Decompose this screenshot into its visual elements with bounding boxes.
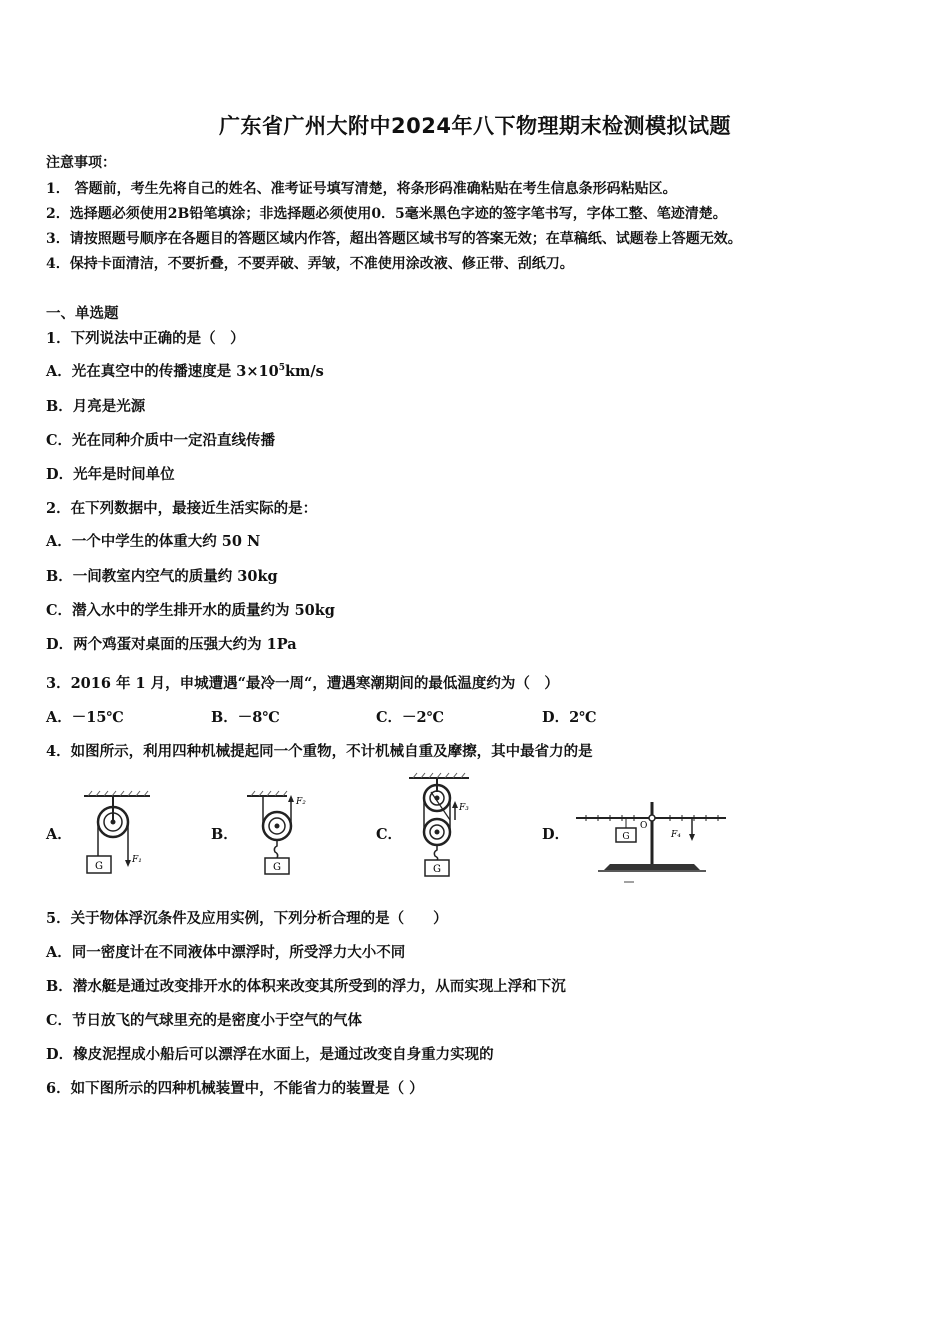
q2-option-a: A．一个中学生的体重大约 50 N [46, 533, 261, 550]
note-item: 4．保持卡面清洁，不要折叠，不要弄破、弄皱，不准使用涂改液、修正带、刮纸刀。 [46, 256, 574, 272]
force-label-f3: F₃ [459, 803, 469, 813]
weight-label: G [95, 861, 103, 872]
q1-option-b: B．月亮是光源 [46, 398, 146, 415]
movable-pulley-svg [243, 790, 318, 880]
weight-label: G [273, 862, 281, 873]
note-item: 2．选择题必须使用2B铅笔填涂；非选择题必须使用0．5毫米黑色字迹的签字笔书写，字体工整、笔迹清楚。 [46, 206, 727, 222]
q4-stem: 4．如图所示，利用四种机械提起同一个重物，不计机械自重及摩擦，其中最省力的是 [46, 743, 593, 760]
q3-option-c: C．－2℃ [376, 709, 445, 726]
q5-option-d: D．橡皮泥捏成小船后可以漂浮在水面上，是通过改变自身重力实现的 [46, 1046, 494, 1063]
q3-option-d: D．2℃ [542, 709, 597, 726]
fixed-pulley-diagram [80, 790, 155, 880]
q1-option-a-exponent: 5 [278, 363, 285, 374]
weight-label: G [622, 832, 630, 842]
pulley-block-diagram [405, 772, 480, 880]
q2-option-c: C．潜入水中的学生排开水的质量约为 50kg [46, 602, 335, 619]
fixed-pulley-svg [80, 790, 155, 880]
lever-svg [574, 796, 734, 886]
q1-stem: 1．下列说法中正确的是（ ） [46, 330, 245, 347]
notes-heading: 注意事项： [46, 155, 116, 171]
note-item: 1． 答题前，考生先将自己的姓名、准考证号填写清楚，将条形码准确粘贴在考生信息条形码粘贴区。 [46, 181, 677, 197]
q1-option-c: C．光在同种介质中一定沿直线传播 [46, 432, 276, 449]
q4-option-b: B． [211, 826, 238, 843]
note-item: 3．请按照题号顺序在各题目的答题区域内作答，超出答题区域书写的答案无效；在草稿纸、试题卷上答题无效。 [46, 231, 742, 247]
force-label-f1: F₁ [132, 855, 142, 865]
force-label-f4: F₄ [671, 830, 681, 840]
q1-option-a-unit: km/s [284, 363, 324, 380]
q5-option-a: A．同一密度计在不同液体中漂浮时，所受浮力大小不同 [46, 944, 406, 961]
q3-option-a: A．－15℃ [46, 709, 124, 726]
section-heading: 一、单选题 [46, 305, 119, 322]
q2-option-b: B．一间教室内空气的质量约 30kg [46, 568, 278, 585]
q4-option-c: C． [376, 826, 403, 843]
weight-label: G [433, 864, 441, 875]
force-label-f2: F₂ [296, 797, 306, 807]
page-title: 广东省广州大附中2024年八下物理期末检测模拟试题 [219, 114, 731, 138]
pivot-label: O [640, 821, 648, 831]
q2-stem: 2．在下列数据中，最接近生活实际的是： [46, 500, 318, 517]
lever-diagram [574, 796, 734, 886]
q1-option-d: D．光年是时间单位 [46, 466, 175, 483]
pulley-block-svg [405, 772, 480, 880]
q3-option-b: B．－8℃ [211, 709, 280, 726]
q3-stem: 3．2016 年 1 月，申城遭遇“最冷一周“，遭遇寒潮期间的最低温度约为（ ） [46, 675, 559, 692]
q6-stem: 6．如下图所示的四种机械装置中，不能省力的装置是（ ） [46, 1080, 424, 1097]
q5-option-b: B．潜水艇是通过改变排开水的体积来改变其所受到的浮力，从而实现上浮和下沉 [46, 978, 566, 995]
q4-option-d: D． [542, 826, 570, 843]
q1-option-a [46, 360, 324, 381]
q4-option-a: A． [46, 826, 72, 843]
q5-stem: 5．关于物体浮沉条件及应用实例，下列分析合理的是（ ） [46, 910, 448, 927]
movable-pulley-diagram [243, 790, 318, 880]
q2-option-d: D．两个鸡蛋对桌面的压强大约为 1Pa [46, 636, 297, 653]
q5-option-c: C．节日放飞的气球里充的是密度小于空气的气体 [46, 1012, 363, 1029]
q1-option-a-text: A．光在真空中的传播速度是 3×10 [46, 363, 279, 380]
